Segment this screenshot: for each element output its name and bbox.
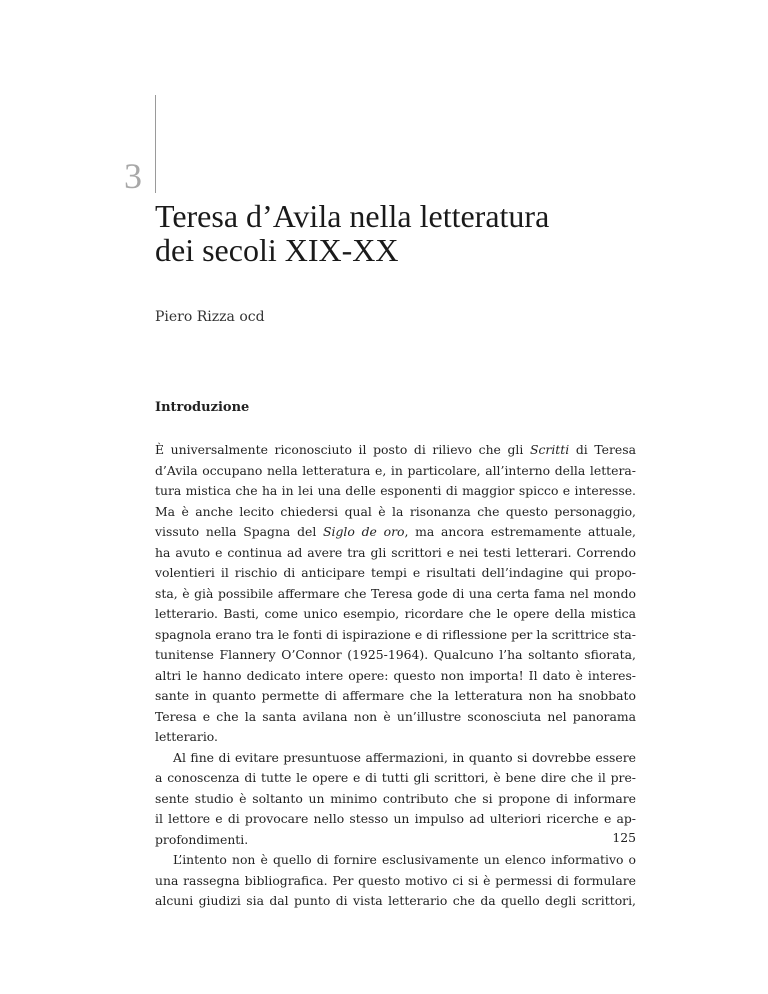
text-line: spagnola erano tra le fonti di ispirazione e di riflessione per la scrittrice sta- — [155, 626, 636, 642]
text-line: profondimenti. — [155, 831, 249, 847]
text-line: tunitense Flannery O’Connor (1925-1964). Qualcuno l’ha soltanto sfiorata, — [155, 647, 636, 662]
text-line: Al fine di evitare presuntuose affermazioni, in quanto si dovrebbe essere — [173, 749, 636, 765]
chapter-title — [155, 199, 635, 267]
text-line: tura mistica che ha in lei una delle esponenti di maggior spicco e interesse. — [155, 483, 636, 498]
text-line: È universalmente riconosciuto il posto di rilievo che gli Scritti di Teresa — [155, 442, 636, 457]
text-line: Ma è anche lecito chiedersi qual è la risonanza che questo personaggio, — [155, 503, 636, 519]
text-line: letterario. — [155, 729, 218, 744]
text-line: sante in quanto permette di affermare che la letteratura non ha snobbato — [155, 688, 636, 703]
page-number: 125 — [612, 830, 636, 845]
chapter-number: 3 — [124, 156, 142, 196]
text-line: ha avuto e continua ad avere tra gli scrittori e nei testi letterari. Correndo — [155, 544, 636, 560]
text-line: sta, è già possibile affermare che Teresa gode di una certa fama nel mondo — [155, 585, 636, 601]
text-line: letterario. Basti, come unico esempio, ricordare che le opere della mistica — [155, 606, 636, 621]
text-line: volentieri il rischio di anticipare tempi e risultati dell’indagine qui propo- — [155, 565, 636, 580]
section-heading: Introduzione — [155, 400, 250, 415]
chapter-divider-rule — [155, 95, 156, 193]
text-line: alcuni giudizi sia dal punto di vista letterario che da quello degli scrittori, — [155, 893, 636, 908]
chapter-title-line: Teresa d’Avila nella letteratura — [155, 198, 550, 234]
text-line: sente studio è soltanto un minimo contributo che si propone di informare — [155, 790, 636, 806]
chapter-title-line: dei secoli XIX-XX — [155, 232, 399, 268]
text-line: vissuto nella Spagna del Siglo de oro, ma ancora estremamente attuale, — [155, 524, 636, 539]
chapter-author: Piero Rizza ocd — [155, 309, 265, 325]
text-line: a conoscenza di tutte le opere e di tutti gli scrittori, è bene dire che il pre- — [155, 770, 636, 785]
text-line: d’Avila occupano nella letteratura e, in particolare, all’interno della lettera- — [155, 462, 636, 478]
body-text — [155, 440, 636, 912]
text-line: il lettore e di provocare nello stesso un impulso ad ulteriori ricerche e ap- — [155, 811, 636, 826]
text-line: altri le hanno dedicato intere opere: questo non importa! Il dato è interes- — [155, 667, 636, 683]
text-line: Teresa e che la santa avilana non è un’illustre sconosciuta nel panorama — [155, 708, 636, 724]
text-line: L’intento non è quello di fornire esclusivamente un elenco informativo o — [173, 852, 636, 867]
text-line: una rassegna bibliografica. Per questo motivo ci si è permessi di formulare — [155, 872, 636, 888]
